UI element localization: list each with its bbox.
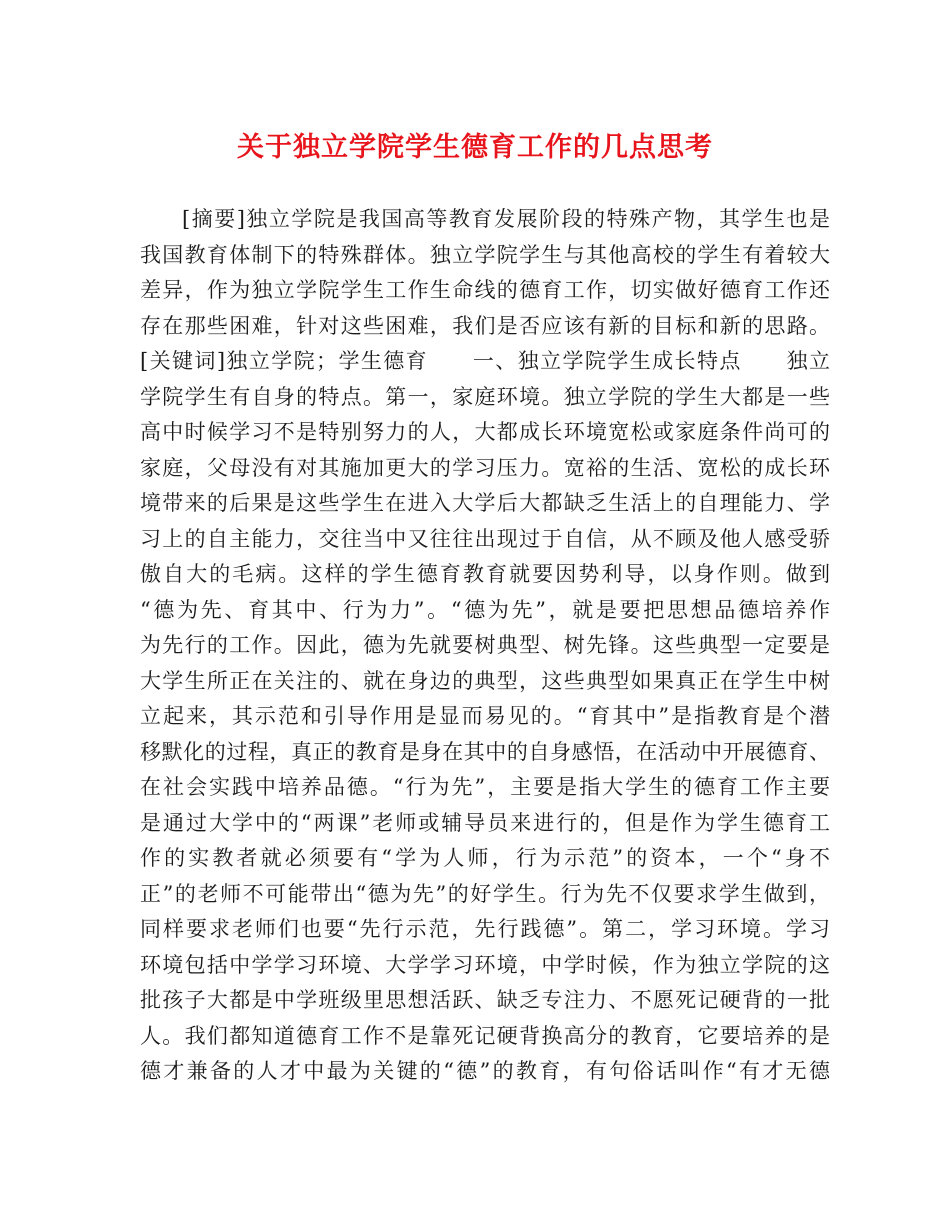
body-line: 为先行的工作。因此，德为先就要树典型、树先锋。这些典型一定要是 bbox=[140, 633, 830, 657]
body-line: 高中时候学习不是特别努力的人，大都成长环境宽松或家庭条件尚可的 bbox=[140, 420, 830, 444]
document-title: 关于独立学院学生德育工作的几点思考 bbox=[237, 132, 713, 163]
body-line: 境带来的后果是这些学生在进入大学后大都缺乏生活上的自理能力、学 bbox=[140, 491, 830, 515]
body-line: 大学生所正在关注的、就在身边的典型，这些典型如果真正在学生中树 bbox=[140, 668, 830, 693]
body-line: 在社会实践中培养品德。“行为先”，主要是指大学生的德育工作主要 bbox=[140, 775, 830, 799]
body-line: 我国教育体制下的特殊群体。独立学院学生与其他高校的学生有着较大 bbox=[140, 242, 830, 267]
body-line: 移默化的过程，真正的教育是身在其中的自身感悟，在活动中开展德育、 bbox=[140, 739, 830, 764]
body-line: 德才兼备的人才中最为关键的“德”的教育，有句俗话叫作“有才无德 bbox=[140, 1059, 830, 1083]
body-line: [关键词]独立学院；学生德育 一、独立学院学生成长特点 独立 bbox=[140, 349, 830, 373]
body-line: 同样要求老师们也要“先行示范，先行践德”。第二，学习环境。学习 bbox=[140, 917, 830, 941]
body-line: 环境包括中学学习环境、大学学习环境，中学时候，作为独立学院的这 bbox=[140, 952, 830, 977]
body-line: “德为先、育其中、行为力”。“德为先”，就是要把思想品德培养作 bbox=[140, 597, 830, 622]
body-line: 傲自大的毛病。这样的学生德育教育就要因势利导，以身作则。做到 bbox=[140, 562, 830, 586]
body-line: 习上的自主能力，交往当中又往往出现过于自信，从不顾及他人感受骄 bbox=[140, 526, 830, 551]
body-line: 批孩子大都是中学班级里思想活跃、缺乏专注力、不愿死记硬背的一批 bbox=[140, 988, 830, 1012]
body-line: 正”的老师不可能带出“德为先”的好学生。行为先不仅要求学生做到， bbox=[140, 881, 830, 906]
body-line: 存在那些困难，针对这些困难，我们是否应该有新的目标和新的思路。 bbox=[140, 313, 830, 338]
body-line: 人。我们都知道德育工作不是靠死记硬背换高分的教育，它要培养的是 bbox=[140, 1023, 830, 1048]
body-line: 作的实教者就必须要有“学为人师，行为示范”的资本，一个“身不 bbox=[140, 846, 830, 870]
body-line: 学院学生有自身的特点。第一，家庭环境。独立学院的学生大都是一些 bbox=[140, 384, 830, 409]
body-line: 家庭，父母没有对其施加更大的学习压力。宽裕的生活、宽松的成长环 bbox=[140, 455, 830, 480]
body-line: 差异，作为独立学院学生工作生命线的德育工作，切实做好德育工作还 bbox=[140, 278, 830, 302]
document-body bbox=[140, 202, 830, 1090]
body-line: 立起来，其示范和引导作用是显而易见的。“育其中”是指教育是个潜 bbox=[140, 704, 830, 728]
body-line: 是通过大学中的“两课”老师或辅导员来进行的，但是作为学生德育工 bbox=[140, 810, 830, 835]
body-line: [摘要]独立学院是我国高等教育发展阶段的特殊产物，其学生也是 bbox=[182, 207, 830, 231]
